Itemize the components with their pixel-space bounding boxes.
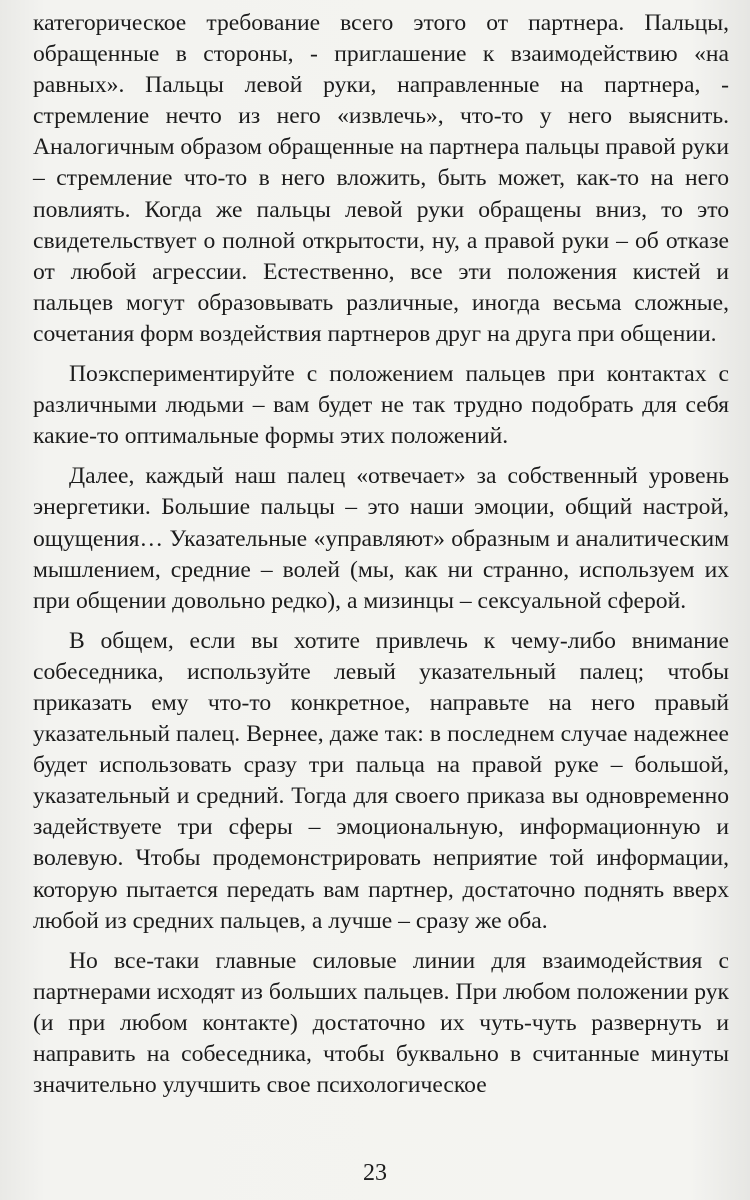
page-number: 23 bbox=[363, 1160, 387, 1186]
paragraph-4: В общем, если вы хотите привлечь к чему-либо внимание собеседника, используйте левый указательный палец; чтобы приказать ему что-то конкретное, направьте на него правый указательный палец. Вернее, даже так: в последнем случае надежнее будет использовать сразу три пальца на правой руке – большой, указательный и средний. Тогда для своего приказа вы одновременно задействуете три сферы – эмоциональную, информационную и волевую. Чтобы продемонстрировать неприятие той информации, которую пытается передать вам партнер, достаточно поднять вверх любой из средних пальцев, а лучше – сразу же оба. bbox=[33, 627, 729, 934]
paragraph-2: Поэкспериментируйте с положением пальцев при контактах с различными людьми – вам будет не так трудно подобрать для себя какие-то оптимальные формы этих положений. bbox=[33, 361, 729, 450]
paragraph-1: категорическое требование всего этого от партнера. Пальцы, обращенные в стороны, - приглашение к взаимодействию «на равных». Пальцы левой руки, направленные на партнера, - стремление нечто из него «извлечь», что-то у него выяснить. Аналогичным образом обращенные на партнера пальцы правой руки – стремление что-то в него вложить, быть может, как-то на него повлиять. Когда же пальцы левой руки обращены вниз, то это свидетельствует о полной открытости, ну, а правой руки – об отказе от любой агрессии. Естественно, все эти положения кистей и пальцев могут образовывать различные, иногда весьма сложные, сочетания форм воздействия партнеров друг на друга при общении. bbox=[33, 10, 729, 347]
page-body-text bbox=[33, 8, 729, 1110]
paragraph-3: Далее, каждый наш палец «отвечает» за собственный уровень энергетики. Большие пальцы – это наши эмоции, общий настрой, ощущения… Указательные «управляют» образным и аналитическим мышлением, средние – волей (мы, как ни странно, используем их при общении довольно редко), а мизинцы – сексуальной сферой. bbox=[33, 463, 729, 614]
paragraph-5: Но все-таки главные силовые линии для взаимодействия с партнерами исходят из больших пальцев. При любом положении рук (и при любом контакте) достаточно их чуть-чуть развернуть и направить на собеседника, чтобы буквально в считанные минуты значительно улучшить свое психологическое bbox=[33, 947, 729, 1099]
